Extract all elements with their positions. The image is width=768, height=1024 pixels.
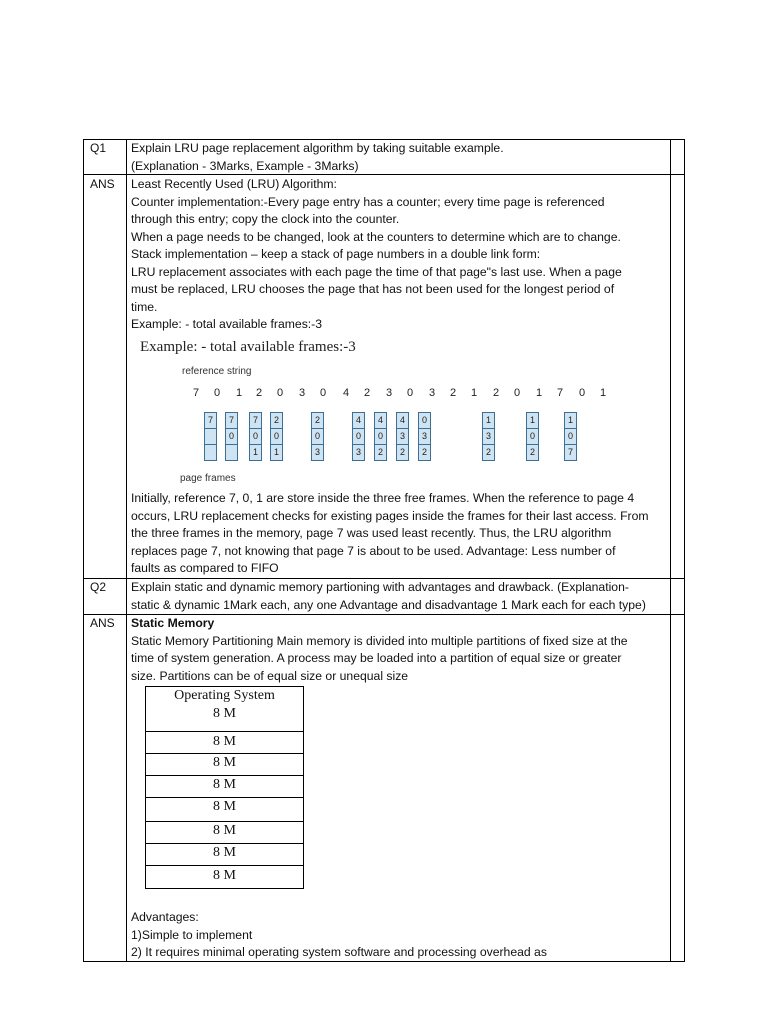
ans1-explanation: [131, 490, 671, 578]
page-frame-column: [204, 412, 217, 461]
page-frame-cell: 0: [271, 429, 282, 445]
page-frame-column: [482, 412, 495, 461]
ans1-line: must be replaced, LRU chooses the page that has not been used for the longest period of: [131, 282, 615, 296]
q2-question-line: Explain static and dynamic memory partioning with advantages and drawback. (Explanation-: [131, 580, 629, 594]
q1-question-line: (Explanation - 3Marks, Example - 3Marks): [131, 158, 359, 173]
page-frame-cell: [226, 445, 237, 460]
page-frame-cell: 2: [483, 445, 494, 460]
page-frame-cell: 1: [565, 413, 576, 429]
reference-value: 7: [192, 387, 200, 399]
reference-value: 2: [492, 387, 500, 399]
page-frame-column: [352, 412, 365, 461]
reference-value: 0: [213, 387, 221, 399]
ans1-line: When a page needs to be changed, look at the counters to determine which are to change.: [131, 229, 621, 244]
page-frame-cell: 1: [527, 413, 538, 429]
reference-value: 3: [428, 387, 436, 399]
ans1-line: time.: [131, 299, 158, 314]
ans1-label: ANS: [90, 177, 115, 191]
partition-line: [146, 843, 303, 844]
page-frame-cell: 0: [312, 429, 323, 445]
page-frame-column: [564, 412, 577, 461]
partition-cell: 8 M: [213, 845, 236, 860]
ans1-explanation-line: the three frames in the memory, page 7 was used least recently. Thus, the LRU algorithm: [131, 526, 612, 540]
ans1-explanation-line: faults as compared to FIFO: [131, 561, 279, 575]
reference-value: 2: [363, 387, 371, 399]
page-frame-cell: 0: [565, 429, 576, 445]
page-frame-cell: 2: [271, 413, 282, 429]
ans2-line: time of system generation. A process may be loaded into a partition of equal size or greater: [131, 651, 622, 665]
partition-line: [146, 753, 303, 754]
ans1-line: Counter implementation:-Every page entry has a counter; every time page is referenced: [131, 194, 605, 209]
ans1-explanation-line: replaces page 7, not knowing that page 7 is about to be used. Advantage: Less number of: [131, 543, 616, 558]
page-frame-cell: 2: [375, 445, 386, 460]
page-frames-label: page frames: [180, 473, 236, 484]
page-frame-column: [526, 412, 539, 461]
reference-value: 3: [298, 387, 306, 399]
reference-value: 0: [513, 387, 521, 399]
page-frame-cell: 4: [397, 413, 408, 429]
partition-cell: 8 M: [213, 799, 236, 814]
page-frame-cell: 7: [205, 413, 216, 429]
ans2-heading: Static Memory: [131, 616, 215, 630]
q1-label: Q1: [90, 141, 107, 155]
page-frame-column: [418, 412, 431, 461]
q2-label: Q2: [90, 580, 107, 594]
page-frame-cell: 2: [312, 413, 323, 429]
partition-cell: 8 M: [213, 868, 236, 883]
os-title: Operating System: [174, 688, 275, 703]
ans2-line: size. Partitions can be of equal size or unequal size: [131, 668, 409, 683]
partition-diagram: [145, 686, 304, 889]
reference-value: 1: [470, 387, 478, 399]
reference-value: 2: [449, 387, 457, 399]
page-frame-cell: 2: [419, 445, 430, 460]
page-frame-cell: 4: [353, 413, 364, 429]
page-frame-cell: 1: [271, 445, 282, 460]
q2-question-line: static & dynamic 1Mark each, any one Advantage and disadvantage 1 Mark each for each type): [131, 597, 646, 612]
page-frame-cell: 3: [353, 445, 364, 460]
page-frame-cell: 3: [312, 445, 323, 460]
ans2-text: [131, 615, 671, 685]
page-frame-column: [374, 412, 387, 461]
partition-line: [146, 775, 303, 776]
reference-value: 4: [342, 387, 350, 399]
partition-cell: 8 M: [213, 823, 236, 838]
page-frame-cell: 0: [375, 429, 386, 445]
page-frame-column: [311, 412, 324, 461]
page-frame-cell: 2: [397, 445, 408, 460]
advantage-item: 1)Simple to implement: [131, 927, 253, 942]
advantages-section: [131, 909, 671, 962]
page-frame-cell: 3: [419, 429, 430, 445]
q2-question: [131, 579, 671, 614]
ans1-explanation-line: occurs, LRU replacement checks for existing pages inside the frames for their last access. From: [131, 508, 649, 523]
os-size: 8 M: [213, 706, 236, 721]
ans2-label: ANS: [90, 616, 115, 630]
reference-value: 1: [599, 387, 607, 399]
qa-table: [83, 139, 685, 962]
page-frame-cell: 7: [226, 413, 237, 429]
partition-cell: 8 M: [213, 734, 236, 749]
page-frame-column: [396, 412, 409, 461]
page-frame-cell: 3: [397, 429, 408, 445]
reference-value: 0: [578, 387, 586, 399]
reference-value: 0: [319, 387, 327, 399]
reference-value: 3: [385, 387, 393, 399]
reference-value: 0: [406, 387, 414, 399]
q1-question: [131, 140, 671, 175]
figure-heading: Example: - total available frames:-3: [140, 339, 356, 355]
advantage-item: 2) It requires minimal operating system software and processing overhead as: [131, 945, 547, 959]
page-frame-cell: 1: [483, 413, 494, 429]
page-frame-cell: 7: [565, 445, 576, 460]
page-frame-cell: 1: [250, 445, 261, 460]
page-frame-cell: 0: [419, 413, 430, 429]
page-frame-column: [225, 412, 238, 461]
partition-line: [146, 797, 303, 798]
ans1-line: through this entry; copy the clock into the counter.: [131, 212, 400, 226]
advantages-heading: Advantages:: [131, 910, 199, 924]
page-frame-cell: 0: [527, 429, 538, 445]
reference-string-label: reference string: [182, 366, 252, 377]
ans1-explanation-line: Initially, reference 7, 0, 1 are store inside the three free frames. When the reference to page 4: [131, 491, 635, 505]
partition-cell: 8 M: [213, 777, 236, 792]
page-frame-column: [270, 412, 283, 461]
ans1-line: LRU replacement associates with each page the time of that page"s last use. When a page: [131, 264, 622, 279]
partition-line: [146, 731, 303, 732]
page-frame-cell: 0: [353, 429, 364, 445]
reference-value: 0: [276, 387, 284, 399]
page-frame-cell: 7: [250, 413, 261, 429]
ans1-line: Example: - total available frames:-3: [131, 317, 323, 331]
page-frame-cell: 0: [250, 429, 261, 445]
page-frame-cell: 4: [375, 413, 386, 429]
page-frame-cell: [205, 445, 216, 460]
page-frame-cell: 2: [527, 445, 538, 460]
reference-value: 2: [255, 387, 263, 399]
ans1-line: Least Recently Used (LRU) Algorithm:: [131, 177, 337, 191]
partition-line: [146, 865, 303, 866]
q1-question-line: Explain LRU page replacement algorithm by taking suitable example.: [131, 141, 504, 155]
column-divider: [126, 140, 127, 961]
partition-cell: 8 M: [213, 755, 236, 770]
ans1-line: Stack implementation – keep a stack of page numbers in a double link form:: [131, 247, 541, 261]
page-frame-cell: 3: [483, 429, 494, 445]
ans1-text: [131, 176, 671, 334]
reference-value: 7: [556, 387, 564, 399]
page-frame-cell: 0: [226, 429, 237, 445]
page-frame-column: [249, 412, 262, 461]
reference-value: 1: [535, 387, 543, 399]
reference-value: 1: [235, 387, 243, 399]
partition-line: [146, 821, 303, 822]
ans2-line: Static Memory Partitioning Main memory is divided into multiple partitions of fixed size at the: [131, 633, 628, 648]
page-frame-cell: [205, 429, 216, 445]
